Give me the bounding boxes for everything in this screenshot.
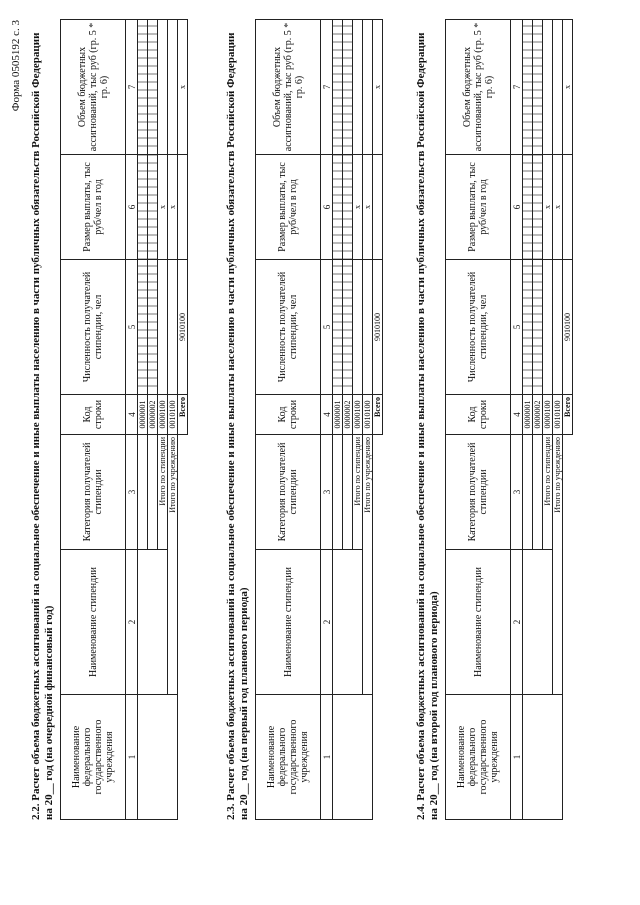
col-number: 5 bbox=[126, 260, 138, 395]
amount-cell[interactable] bbox=[138, 20, 148, 155]
calc-table bbox=[445, 19, 573, 820]
col-number: 1 bbox=[321, 695, 333, 820]
amount-cell[interactable] bbox=[533, 20, 543, 155]
amount-cell[interactable] bbox=[353, 20, 363, 155]
row-code: 0000002 bbox=[148, 395, 158, 435]
count-cell[interactable] bbox=[353, 260, 363, 395]
count-cell[interactable] bbox=[533, 260, 543, 395]
amount-cell[interactable] bbox=[158, 20, 168, 155]
col-number: 3 bbox=[321, 435, 333, 550]
col-header-amount: Объем бюджетных ассигнований, тыс руб (гр. 5 * гр. 6) bbox=[256, 20, 321, 155]
institution-cell[interactable] bbox=[523, 695, 563, 820]
total-stipend-label: Итого по стипендии bbox=[543, 435, 553, 550]
row-code: 0010100 bbox=[553, 395, 563, 435]
size-cell[interactable] bbox=[533, 155, 543, 260]
row-code: 9010100 bbox=[373, 260, 383, 395]
col-number: 2 bbox=[321, 550, 333, 695]
count-cell[interactable] bbox=[363, 260, 373, 395]
count-cell[interactable] bbox=[333, 260, 343, 395]
grand-total-label: Всего bbox=[178, 395, 188, 435]
col-header-category: Категория получателей стипендии bbox=[446, 435, 511, 550]
col-number: 2 bbox=[126, 550, 138, 695]
col-header-code: Код строки bbox=[446, 395, 511, 435]
col-header-size: Размер выплаты, тыс руб/чел в год bbox=[446, 155, 511, 260]
col-header-category: Категория получателей стипендии bbox=[256, 435, 321, 550]
section-title: 2.2. Расчет объема бюджетных ассигнований на социальное обеспечение и иные выплаты населению в части публичных обязательств Российской Федерации на 20__ год (на очередной финансовый год) bbox=[30, 32, 55, 820]
row-code: 0010100 bbox=[168, 395, 178, 435]
col-number: 4 bbox=[126, 395, 138, 435]
col-header-institution: Наименование федерального государственного учреждения bbox=[446, 695, 511, 820]
row-code: 0000100 bbox=[158, 395, 168, 435]
col-number: 2 bbox=[511, 550, 523, 695]
count-cell[interactable] bbox=[158, 260, 168, 395]
form-number: Форма 0505192 с. 3 bbox=[10, 20, 22, 112]
calc-table bbox=[255, 19, 383, 820]
total-stipend-label: Итого по стипендии bbox=[158, 435, 168, 550]
count-cell[interactable] bbox=[563, 155, 573, 260]
size-cell[interactable] bbox=[138, 155, 148, 260]
amount-cell[interactable] bbox=[363, 20, 373, 155]
row-code: 0000001 bbox=[138, 395, 148, 435]
col-number: 1 bbox=[126, 695, 138, 820]
size-cell[interactable] bbox=[148, 155, 158, 260]
section-2-3 bbox=[225, 20, 383, 820]
col-number: 7 bbox=[321, 20, 333, 155]
section-title: 2.4. Расчет объема бюджетных ассигнований на социальное обеспечение и иные выплаты населению в части публичных обязательств Российской Федерации на 20__ год (на второй год планового периода) bbox=[415, 32, 440, 820]
x-mark: x bbox=[553, 155, 563, 260]
count-cell[interactable] bbox=[373, 155, 383, 260]
col-number: 6 bbox=[511, 155, 523, 260]
col-header-count: Численность получателей стипендии, чел bbox=[446, 260, 511, 395]
x-mark: x bbox=[373, 20, 383, 155]
col-number: 4 bbox=[511, 395, 523, 435]
col-header-category: Категория получателей стипендии bbox=[61, 435, 126, 550]
count-cell[interactable] bbox=[523, 260, 533, 395]
row-code: 9010100 bbox=[563, 260, 573, 395]
category-cell[interactable] bbox=[148, 435, 158, 550]
count-cell[interactable] bbox=[168, 260, 178, 395]
col-header-code: Код строки bbox=[61, 395, 126, 435]
institution-cell[interactable] bbox=[333, 695, 373, 820]
x-mark: x bbox=[353, 155, 363, 260]
calc-table bbox=[60, 19, 188, 820]
size-cell[interactable] bbox=[523, 155, 533, 260]
x-mark: x bbox=[158, 155, 168, 260]
col-number: 1 bbox=[511, 695, 523, 820]
amount-cell[interactable] bbox=[148, 20, 158, 155]
col-header-size: Размер выплаты, тыс руб/чел в год bbox=[61, 155, 126, 260]
col-header-institution: Наименование федерального государственного учреждения bbox=[61, 695, 126, 820]
row-code: 0010100 bbox=[363, 395, 373, 435]
col-header-stipend: Наименование стипендии bbox=[256, 550, 321, 695]
x-mark: x bbox=[168, 155, 178, 260]
count-cell[interactable] bbox=[553, 260, 563, 395]
col-number: 5 bbox=[511, 260, 523, 395]
row-code: 0000002 bbox=[343, 395, 353, 435]
row-code: 0000002 bbox=[533, 395, 543, 435]
total-institution-label: Итого по учреждению bbox=[553, 435, 563, 695]
row-code: 0000100 bbox=[353, 395, 363, 435]
col-header-count: Численность получателей стипендии, чел bbox=[61, 260, 126, 395]
col-header-stipend: Наименование стипендии bbox=[61, 550, 126, 695]
row-code: 0000001 bbox=[523, 395, 533, 435]
category-cell[interactable] bbox=[533, 435, 543, 550]
col-header-amount: Объем бюджетных ассигнований, тыс руб (гр. 5 * гр. 6) bbox=[446, 20, 511, 155]
count-cell[interactable] bbox=[148, 260, 158, 395]
category-cell[interactable] bbox=[523, 435, 533, 550]
stipend-cell[interactable] bbox=[138, 550, 168, 695]
total-institution-label: Итого по учреждению bbox=[168, 435, 178, 695]
col-number: 4 bbox=[321, 395, 333, 435]
x-mark: x bbox=[178, 20, 188, 155]
institution-cell[interactable] bbox=[138, 695, 178, 820]
col-header-count: Численность получателей стипендии, чел bbox=[256, 260, 321, 395]
col-number: 5 bbox=[321, 260, 333, 395]
stipend-cell[interactable] bbox=[523, 550, 553, 695]
col-header-size: Размер выплаты, тыс руб/чел в год bbox=[256, 155, 321, 260]
count-cell[interactable] bbox=[178, 155, 188, 260]
count-cell[interactable] bbox=[343, 260, 353, 395]
row-code: 9010100 bbox=[178, 260, 188, 395]
col-number: 6 bbox=[126, 155, 138, 260]
grand-total-label: Всего bbox=[373, 395, 383, 435]
category-cell[interactable] bbox=[333, 435, 343, 550]
amount-cell[interactable] bbox=[333, 20, 343, 155]
size-cell[interactable] bbox=[333, 155, 343, 260]
col-number: 3 bbox=[126, 435, 138, 550]
category-cell[interactable] bbox=[138, 435, 148, 550]
total-stipend-label: Итого по стипендии bbox=[353, 435, 363, 550]
count-cell[interactable] bbox=[138, 260, 148, 395]
amount-cell[interactable] bbox=[543, 20, 553, 155]
amount-cell[interactable] bbox=[553, 20, 563, 155]
amount-cell[interactable] bbox=[523, 20, 533, 155]
section-2-2 bbox=[30, 20, 188, 820]
total-institution-label: Итого по учреждению bbox=[363, 435, 373, 695]
col-header-stipend: Наименование стипендии bbox=[446, 550, 511, 695]
count-cell[interactable] bbox=[543, 260, 553, 395]
row-code: 0000100 bbox=[543, 395, 553, 435]
size-cell[interactable] bbox=[343, 155, 353, 260]
category-cell[interactable] bbox=[343, 435, 353, 550]
stipend-cell[interactable] bbox=[333, 550, 363, 695]
col-number: 7 bbox=[511, 20, 523, 155]
col-header-institution: Наименование федерального государственного учреждения bbox=[256, 695, 321, 820]
section-2-4 bbox=[415, 20, 573, 820]
section-title: 2.3. Расчет объема бюджетных ассигнований на социальное обеспечение и иные выплаты населению в части публичных обязательств Российской Федерации на 20__ год (на первый год планового периода) bbox=[225, 32, 250, 820]
x-mark: x bbox=[563, 20, 573, 155]
col-number: 6 bbox=[321, 155, 333, 260]
amount-cell[interactable] bbox=[168, 20, 178, 155]
col-number: 3 bbox=[511, 435, 523, 550]
col-header-code: Код строки bbox=[256, 395, 321, 435]
grand-total-label: Всего bbox=[563, 395, 573, 435]
col-header-amount: Объем бюджетных ассигнований, тыс руб (гр. 5 * гр. 6) bbox=[61, 20, 126, 155]
row-code: 0000001 bbox=[333, 395, 343, 435]
x-mark: x bbox=[363, 155, 373, 260]
amount-cell[interactable] bbox=[343, 20, 353, 155]
col-number: 7 bbox=[126, 20, 138, 155]
x-mark: x bbox=[543, 155, 553, 260]
